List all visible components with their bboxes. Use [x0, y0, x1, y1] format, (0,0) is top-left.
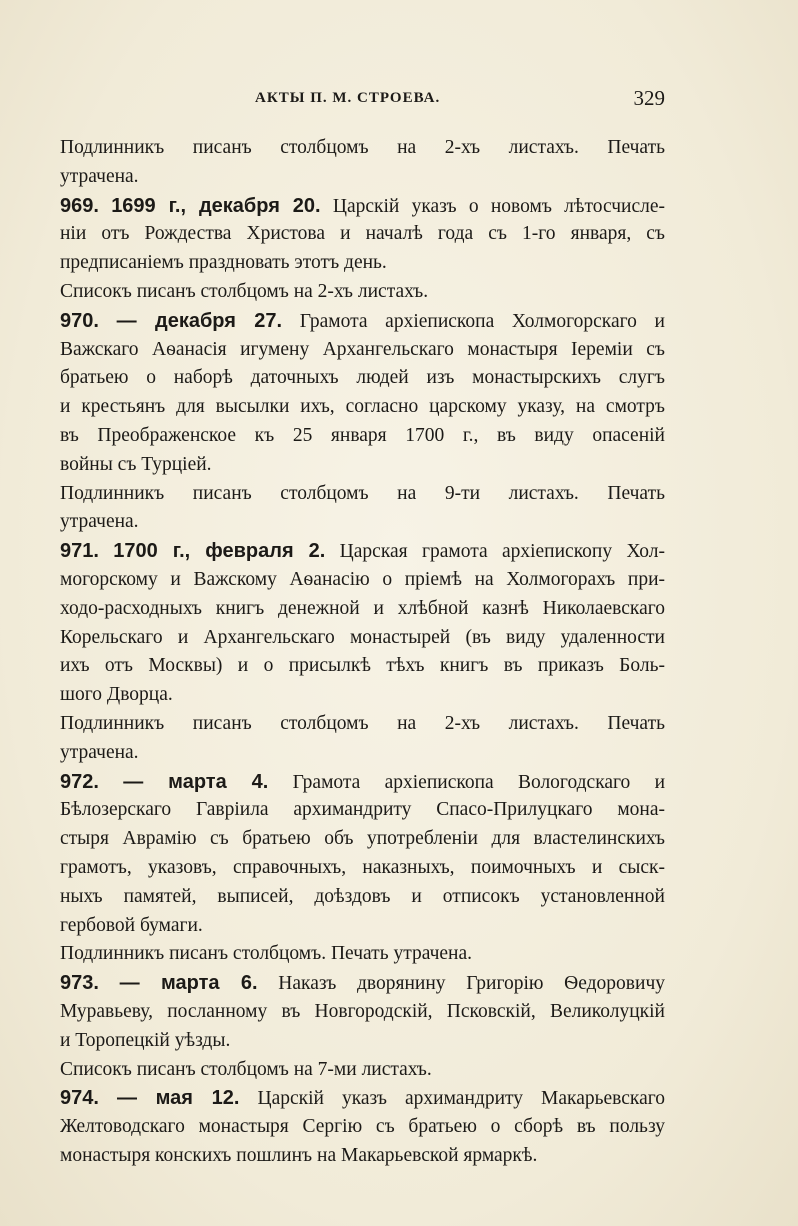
text-line: ходо-расходныхъ книгъ денежной и хлѣбной казнѣ Николаевскаго: [60, 597, 665, 619]
note-line: Подлинникъ писанъ столбцомъ на 2-хъ листахъ. Печать: [60, 712, 665, 734]
note-line: утрачена.: [60, 511, 139, 533]
entry-date: 1700 г., февраля 2.: [113, 540, 326, 563]
text-line: Корельскаго и Архангельскаго монастырей (въ виду удаленности: [60, 626, 665, 648]
note-line: утрачена.: [60, 741, 139, 763]
entry-number: 974.: [60, 1087, 99, 1110]
text-line: ихъ отъ Москвы) и о присылкѣ тѣхъ книгъ въ приказъ Боль-: [60, 655, 665, 677]
entry-heading-line: [60, 307, 665, 336]
text-line: предписаніемъ праздновать этотъ день.: [60, 252, 387, 274]
note-line: Списокъ писанъ столбцомъ на 2-хъ листахъ.: [60, 280, 429, 302]
entry-text: Грамота архіепископа Вологодскаго и: [292, 771, 666, 793]
entry-number: 971.: [60, 540, 99, 563]
note-paragraph: [60, 134, 665, 192]
entry-972: [60, 768, 665, 970]
entry-974: [60, 1084, 665, 1170]
text-line: грамотъ, указовъ, справочныхъ, наказныхъ, поимочныхъ и сыск-: [60, 856, 665, 878]
text-line: Желтоводскаго монастыря Сергію съ братьею о сборѣ въ пользу: [60, 1116, 665, 1138]
note-line: Подлинникъ писанъ столбцомъ. Печать утрачена.: [60, 943, 473, 965]
text-line: Бѣлозерскаго Гавріила архимандриту Спасо-Прилуцкаго мона-: [60, 799, 665, 821]
entry-date: 1699 г., декабря 20.: [111, 194, 321, 217]
text-line: Важскаго Аѳанасія игумену Архангельскаго монастыря Іеремiи съ: [60, 338, 665, 360]
text-line: и Торопецкій уѣзды.: [60, 1029, 231, 1051]
entry-text: Царскій указъ архимандриту Макарьевскаго: [257, 1088, 665, 1110]
note-line: Подлинникъ писанъ столбцомъ на 9-ти листахъ. Печать: [60, 482, 665, 504]
text-line: братьею о наборѣ даточныхъ людей изъ монастырскихъ слугъ: [60, 367, 665, 389]
entry-text: Царская грамота архіепископу Хол-: [339, 541, 666, 563]
text-line: шого Дворца.: [60, 684, 173, 706]
entry-number: 970.: [60, 309, 99, 332]
entry-heading-line: [60, 768, 665, 797]
entry-970: [60, 307, 665, 537]
note-line: Списокъ писанъ столбцомъ на 7-ми листахъ.: [60, 1058, 432, 1080]
entry-text: Наказъ дворянину Григорію Ѳедоровичу: [278, 973, 665, 995]
text-line: стыря Аврамію съ братьею объ употребленіи для властелинскихъ: [60, 828, 665, 850]
text-line: ніи отъ Рождества Христова и началѣ года съ 1-го января, съ: [60, 223, 665, 245]
entry-number: 973.: [60, 972, 99, 995]
entry-heading-line: [60, 969, 665, 998]
page-body: [60, 134, 665, 1171]
page-header: [60, 86, 665, 116]
text-line: могорскому и Важскому Аѳанасію о пріемѣ на Холмогорахъ при-: [60, 568, 665, 590]
text-line: Подлинникъ писанъ столбцомъ на 2-хъ листахъ. Печать: [60, 137, 665, 158]
entry-969: [60, 192, 665, 307]
running-title: АКТЫ П. М. СТРОЕВА.: [255, 90, 441, 106]
entry-973: [60, 969, 665, 1084]
text-line: войны съ Турціей.: [60, 453, 212, 475]
text-line: утрачена.: [60, 165, 139, 187]
text-line: Муравьеву, посланному въ Новгородскій, Псковскій, Великолуцкій: [60, 1000, 665, 1022]
entry-number: 969.: [60, 194, 99, 217]
page-number: 329: [633, 86, 665, 110]
entry-date: — мая 12.: [116, 1087, 240, 1110]
entry-date: — марта 4.: [123, 770, 269, 793]
entry-date: — марта 6.: [119, 972, 258, 995]
entry-heading-line: [60, 537, 665, 566]
text-line: ныхъ памятей, выписей, доѣздовъ и отписокъ установленной: [60, 885, 665, 907]
text-line: монастыря конскихъ пошлинъ на Макарьевской ярмаркѣ.: [60, 1144, 538, 1166]
entry-date: — декабря 27.: [116, 309, 283, 332]
entry-text: Царскій указъ о новомъ лѣтосчисле-: [332, 195, 666, 217]
text-line: въ Преображенское къ 25 января 1700 г., въ виду опасеній: [60, 424, 665, 446]
entry-971: [60, 537, 665, 767]
entry-heading-line: [60, 192, 665, 221]
entry-heading-line: [60, 1084, 665, 1113]
text-line: гербовой бумаги.: [60, 914, 203, 936]
text-line: и крестьянъ для высылки ихъ, согласно царскому указу, на смотръ: [60, 396, 665, 418]
entry-number: 972.: [60, 770, 99, 793]
entry-text: Грамота архіепископа Холмогорскаго и: [299, 310, 665, 332]
